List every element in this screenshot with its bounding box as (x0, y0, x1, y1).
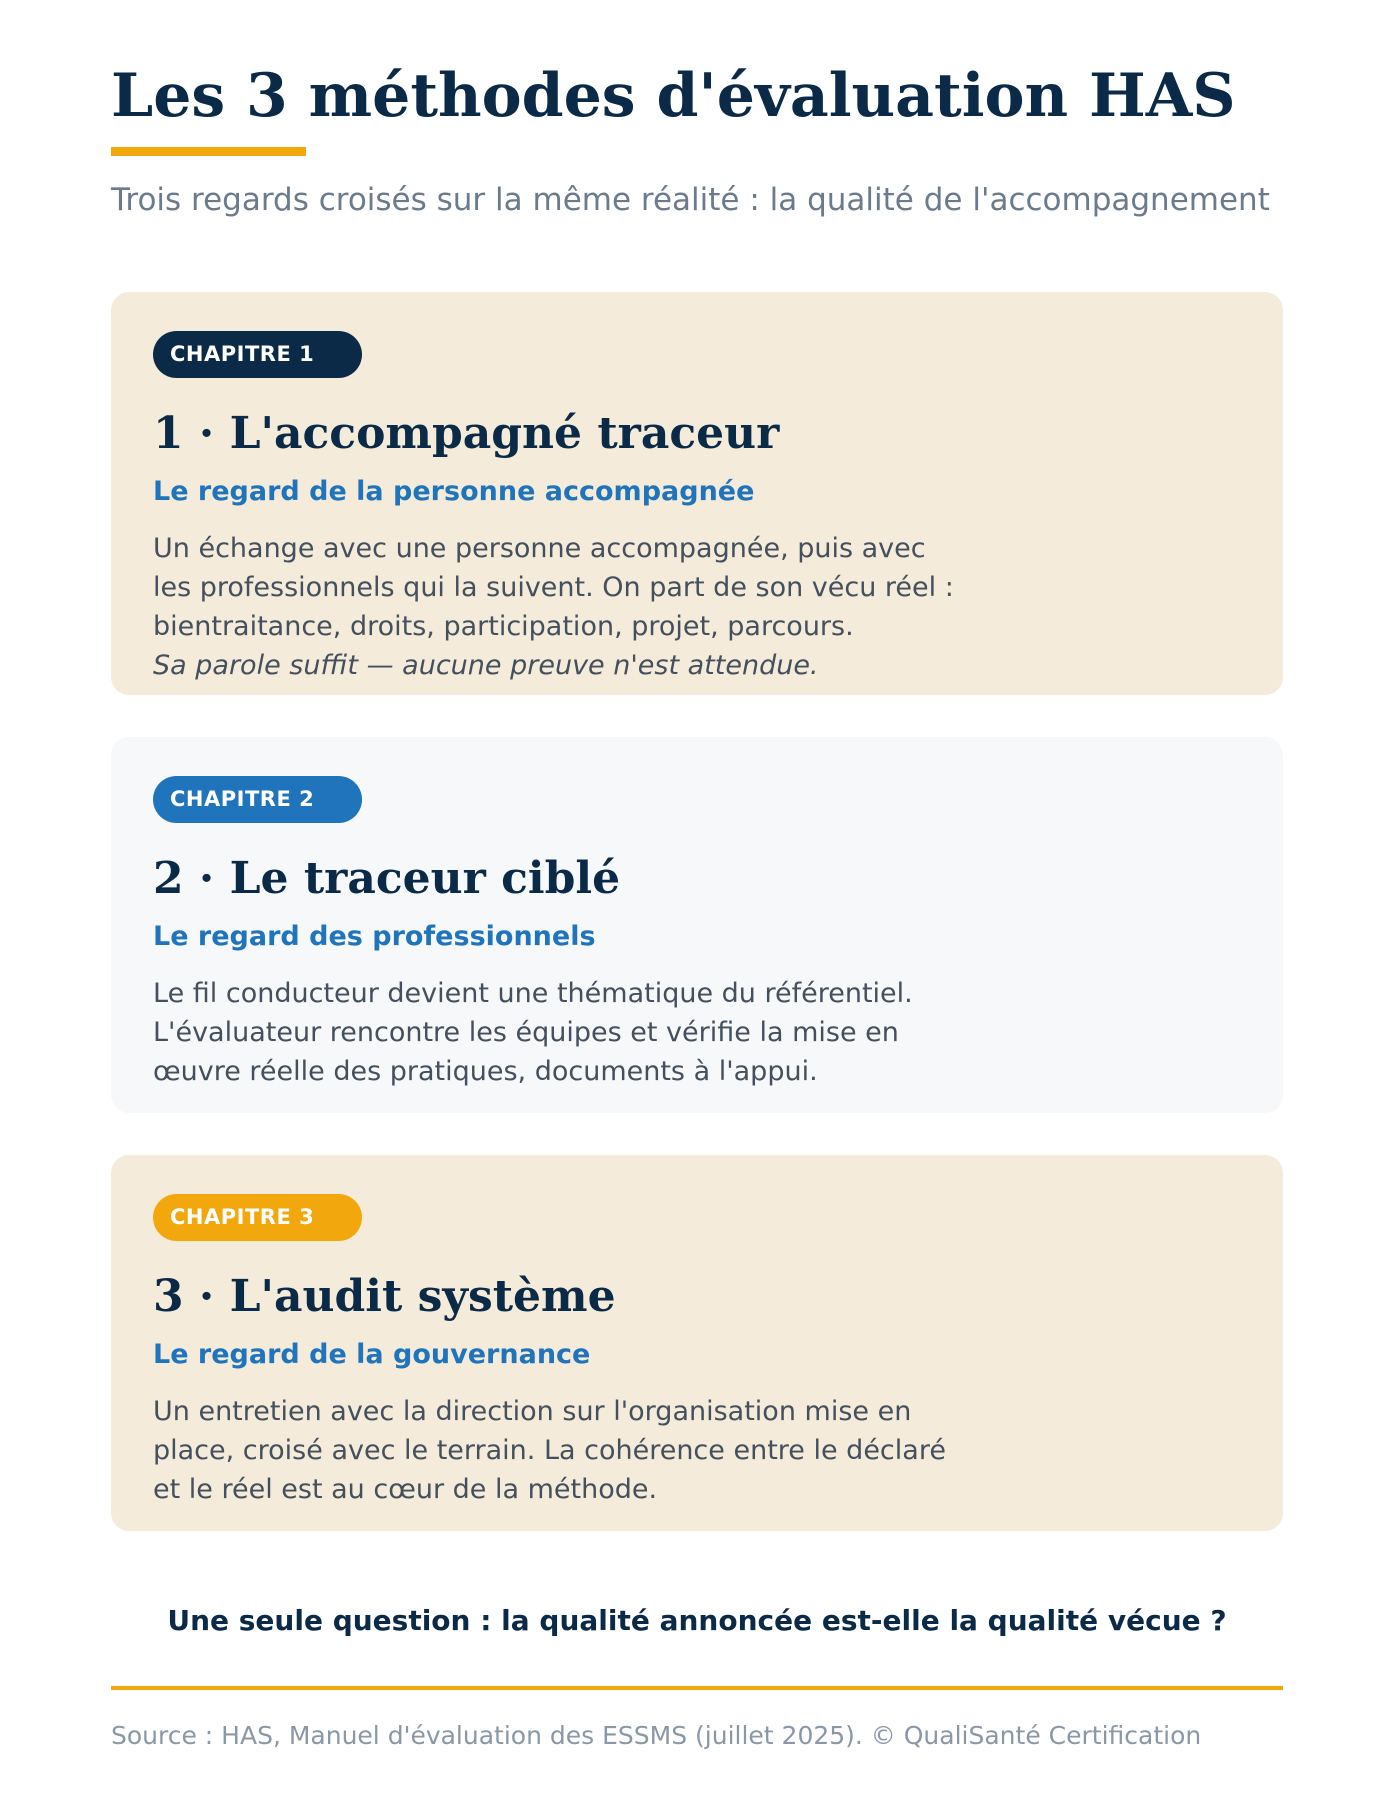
chapter-card-2 (111, 737, 1283, 1113)
footer-divider (111, 1686, 1283, 1690)
chapter-body-line: place, croisé avec le terrain. La cohérence entre le déclaré (153, 1435, 946, 1466)
chapter-body-2 (153, 974, 1053, 1091)
chapter-title-1: 1 · L'accompagné traceur (153, 408, 780, 459)
chapter-note: Sa parole suffit — aucune preuve n'est attendue. (153, 650, 819, 681)
chapter-title-2: 2 · Le traceur ciblé (153, 853, 621, 904)
key-question: Une seule question : la qualité annoncée est-elle la qualité vécue ? (167, 1604, 1227, 1637)
chapter-card-1 (111, 292, 1283, 695)
chapter-body-1 (153, 529, 1053, 685)
chapter-subtitle-2: Le regard des professionnels (153, 921, 596, 952)
page-subtitle: Trois regards croisés sur la même réalité : la qualité de l'accompagnement (111, 182, 1270, 218)
chapter-subtitle-1: Le regard de la personne accompagnée (153, 476, 755, 507)
title-accent-bar (111, 147, 306, 156)
chapter-body-line: Un échange avec une personne accompagnée, puis avec (153, 533, 926, 564)
chapter-body-line: L'évaluateur rencontre les équipes et vérifie la mise en (153, 1017, 899, 1048)
chapter-body-3 (153, 1392, 1053, 1509)
chapter-subtitle-3: Le regard de la gouvernance (153, 1339, 591, 1370)
chapter-body-line: Le fil conducteur devient une thématique du référentiel. (153, 978, 913, 1009)
chapter-body-line: et le réel est au cœur de la méthode. (153, 1474, 658, 1505)
chapter-body-line: les professionnels qui la suivent. On part de son vécu réel : (153, 572, 954, 603)
chapter-title-3: 3 · L'audit système (153, 1271, 616, 1322)
chapter-body-line: Un entretien avec la direction sur l'organisation mise en (153, 1396, 912, 1427)
chapter-card-3 (111, 1155, 1283, 1531)
chapter-body-line: œuvre réelle des pratiques, documents à l'appui. (153, 1056, 818, 1087)
chapter-body-line: bientraitance, droits, participation, projet, parcours. (153, 611, 854, 642)
page-title: Les 3 méthodes d'évaluation HAS (111, 61, 1236, 131)
chapter-badge-2: CHAPITRE 2 (153, 776, 362, 823)
chapter-badge-1: CHAPITRE 1 (153, 331, 362, 378)
source-citation: Source : HAS, Manuel d'évaluation des ESSMS (juillet 2025). © QualiSanté Certification (111, 1721, 1202, 1750)
chapter-badge-3: CHAPITRE 3 (153, 1194, 362, 1241)
